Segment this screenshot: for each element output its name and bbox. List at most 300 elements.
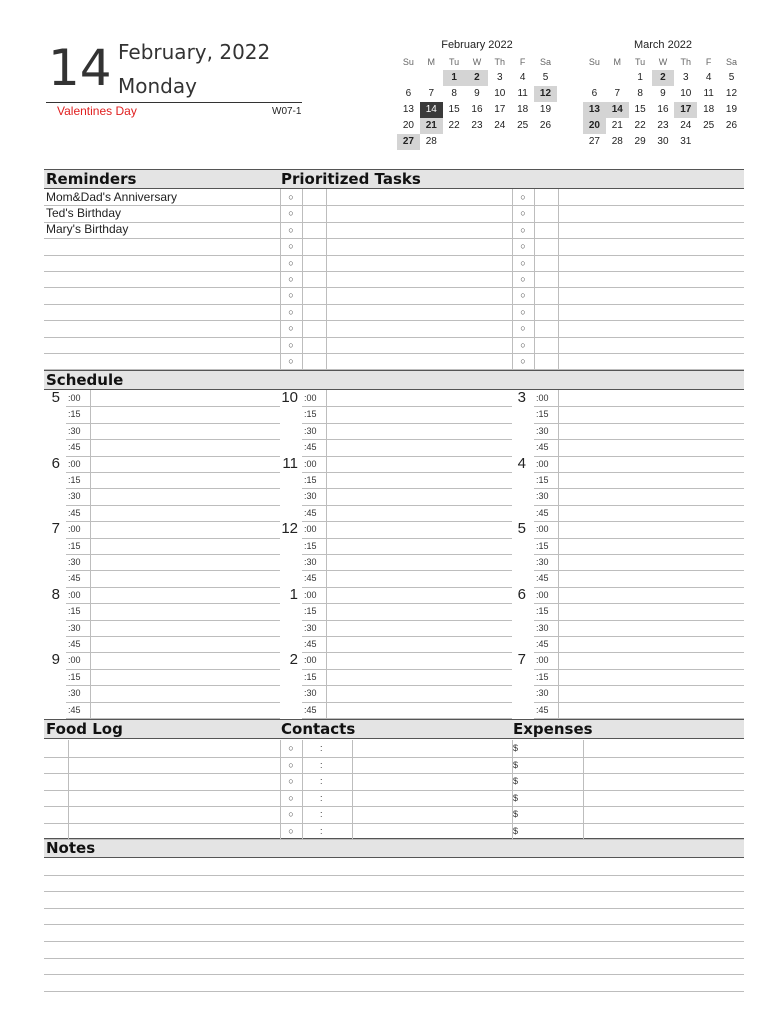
log-column-divider bbox=[68, 740, 69, 839]
logs-header bbox=[44, 719, 744, 739]
expense-line[interactable] bbox=[512, 790, 744, 791]
mini-calendar-march bbox=[583, 38, 743, 150]
schedule-slot[interactable] bbox=[302, 620, 512, 621]
schedule-minute: :00 bbox=[304, 393, 317, 403]
task-checkbox[interactable]: ○ bbox=[288, 356, 294, 366]
calendar-day[interactable]: 11 bbox=[703, 88, 714, 99]
task-checkbox[interactable]: ○ bbox=[288, 274, 294, 284]
calendar-grid bbox=[583, 54, 743, 150]
schedule-hour: 10 bbox=[281, 389, 298, 406]
schedule-slot[interactable] bbox=[66, 521, 280, 522]
schedule-slot[interactable] bbox=[302, 685, 512, 686]
calendar-day[interactable]: 27 bbox=[588, 136, 600, 147]
food-log-line[interactable] bbox=[44, 757, 280, 758]
schedule-hour: 4 bbox=[517, 454, 526, 472]
schedule-minute: :45 bbox=[536, 639, 549, 649]
contact-line[interactable] bbox=[280, 806, 512, 807]
schedule-slot[interactable] bbox=[302, 406, 512, 407]
calendar-blank bbox=[583, 70, 606, 86]
calendar-day[interactable]: 30 bbox=[657, 136, 669, 147]
schedule-slot[interactable] bbox=[66, 652, 280, 653]
contact-line[interactable] bbox=[280, 823, 512, 824]
schedule-minute: :00 bbox=[304, 458, 317, 469]
schedule-slot[interactable] bbox=[66, 423, 280, 424]
header-divider bbox=[46, 102, 302, 103]
contact-separator: : bbox=[320, 809, 323, 819]
schedule-slot[interactable] bbox=[66, 669, 280, 670]
schedule-slot[interactable] bbox=[66, 702, 280, 703]
calendar-day[interactable]: 22 bbox=[448, 120, 460, 131]
schedule-minute: :15 bbox=[304, 475, 317, 485]
task-checkbox[interactable]: ○ bbox=[288, 208, 294, 219]
log-column-divider bbox=[302, 740, 303, 839]
task-column-divider bbox=[558, 189, 559, 369]
calendar-blank bbox=[606, 70, 629, 86]
calendar-blank bbox=[420, 70, 443, 86]
reminder-line[interactable] bbox=[44, 353, 280, 354]
calendar-day[interactable]: 3 bbox=[683, 72, 689, 83]
schedule-slot[interactable] bbox=[534, 636, 744, 637]
schedule-minute: :45 bbox=[68, 704, 81, 715]
schedule-minute: :45 bbox=[536, 442, 549, 453]
calendar-day[interactable]: 2 bbox=[466, 70, 489, 86]
schedule-minute: :30 bbox=[536, 491, 549, 502]
food-log-title: Food Log bbox=[46, 720, 123, 738]
calendar-day[interactable]: 21 bbox=[420, 118, 443, 134]
month-year: February, 2022 bbox=[118, 40, 271, 64]
schedule-minute: :30 bbox=[536, 425, 549, 436]
expense-line[interactable] bbox=[512, 757, 744, 758]
contact-bullet[interactable]: ○ bbox=[288, 792, 294, 803]
calendar-day[interactable]: 20 bbox=[583, 118, 606, 134]
expense-dollar: $ bbox=[513, 776, 519, 786]
contact-line[interactable] bbox=[280, 790, 512, 791]
schedule-minute: :45 bbox=[68, 507, 81, 518]
schedule-slot[interactable] bbox=[534, 505, 744, 506]
calendar-day[interactable]: 18 bbox=[517, 104, 529, 115]
schedule-hour: 12 bbox=[281, 520, 298, 538]
calendar-day[interactable]: 3 bbox=[497, 72, 503, 83]
expense-dollar: $ bbox=[513, 809, 519, 819]
schedule-slot[interactable] bbox=[66, 472, 280, 473]
schedule-hour: 7 bbox=[51, 520, 60, 538]
schedule-slot[interactable] bbox=[534, 538, 744, 539]
expense-dollar: $ bbox=[513, 792, 519, 803]
contact-bullet[interactable]: ○ bbox=[288, 776, 294, 786]
task-checkbox[interactable]: ○ bbox=[520, 192, 526, 202]
reminder-line[interactable] bbox=[44, 222, 280, 223]
calendar-day[interactable]: 15 bbox=[634, 104, 646, 115]
contact-line[interactable] bbox=[280, 839, 512, 840]
calendar-day[interactable]: 26 bbox=[539, 120, 552, 131]
calendar-dow: Su bbox=[588, 57, 600, 67]
reminders-title: Reminders bbox=[46, 170, 137, 188]
task-column-divider bbox=[302, 189, 303, 369]
schedule-slot[interactable] bbox=[534, 669, 744, 670]
calendar-day[interactable]: 19 bbox=[539, 104, 552, 115]
schedule-minute: :30 bbox=[68, 688, 81, 699]
calendar-day[interactable]: 29 bbox=[634, 136, 646, 147]
schedule-minute: :30 bbox=[304, 688, 317, 699]
schedule-minute: :15 bbox=[68, 671, 81, 682]
calendar-day[interactable]: 6 bbox=[405, 88, 412, 99]
schedule-slot[interactable] bbox=[302, 718, 512, 719]
mini-calendar-february bbox=[397, 38, 557, 150]
schedule-minute: :00 bbox=[536, 589, 549, 600]
schedule-minute: :45 bbox=[536, 704, 549, 715]
schedule-minute: :45 bbox=[304, 573, 317, 584]
calendar-day[interactable]: 8 bbox=[451, 88, 457, 99]
schedule-slot[interactable] bbox=[66, 620, 280, 621]
tasks-title: Prioritized Tasks bbox=[281, 170, 421, 188]
schedule-slot[interactable] bbox=[534, 488, 744, 489]
expenses-title: Expenses bbox=[513, 720, 593, 738]
task-checkbox[interactable]: ○ bbox=[288, 257, 294, 268]
expense-line[interactable] bbox=[512, 806, 744, 807]
schedule-slot[interactable] bbox=[66, 439, 280, 440]
contact-bullet[interactable]: ○ bbox=[288, 809, 294, 819]
schedule-hour: 8 bbox=[51, 585, 60, 603]
schedule-slot[interactable] bbox=[66, 505, 280, 506]
schedule-title: Schedule bbox=[46, 371, 124, 389]
schedule-minute: :45 bbox=[536, 507, 549, 518]
calendar-title: March 2022 bbox=[633, 39, 693, 51]
schedule-minute: :30 bbox=[536, 557, 549, 567]
schedule-slot[interactable] bbox=[534, 439, 744, 440]
schedule-slot[interactable] bbox=[302, 456, 512, 457]
calendar-day[interactable]: 18 bbox=[703, 104, 715, 115]
schedule-slot[interactable] bbox=[66, 554, 280, 555]
calendar-day[interactable]: 8 bbox=[637, 88, 643, 99]
reminder-line[interactable] bbox=[44, 304, 280, 305]
task-checkbox[interactable]: ○ bbox=[288, 192, 294, 202]
schedule-slot[interactable] bbox=[302, 636, 512, 637]
schedule-slot[interactable] bbox=[534, 702, 744, 703]
schedule-minute: :15 bbox=[536, 671, 549, 682]
calendar-day[interactable]: 17 bbox=[494, 104, 506, 115]
calendar-day[interactable]: 26 bbox=[725, 120, 738, 131]
task-line[interactable] bbox=[280, 369, 744, 370]
calendar-blank bbox=[397, 70, 420, 86]
schedule-slot[interactable] bbox=[302, 521, 512, 522]
calendar-day[interactable]: 1 bbox=[443, 70, 466, 86]
calendar-day[interactable]: 11 bbox=[517, 88, 528, 99]
calendar-day[interactable]: 5 bbox=[542, 72, 549, 83]
contact-separator: : bbox=[320, 776, 323, 786]
task-checkbox[interactable]: ○ bbox=[288, 241, 294, 252]
schedule-minute: :00 bbox=[68, 393, 81, 403]
reminder-item[interactable]: Mary's Birthday bbox=[46, 222, 129, 236]
schedule-slot[interactable] bbox=[66, 570, 280, 571]
schedule-slot[interactable] bbox=[534, 620, 744, 621]
calendar-dow: Tu bbox=[449, 57, 460, 67]
schedule-hour: 3 bbox=[517, 389, 526, 406]
schedule-minute: :00 bbox=[536, 393, 549, 403]
schedule-minute: :15 bbox=[536, 540, 549, 551]
calendar-day[interactable]: 21 bbox=[611, 120, 623, 131]
calendar-day[interactable]: 4 bbox=[705, 72, 712, 83]
schedule-slot[interactable] bbox=[534, 521, 744, 522]
food-log-line[interactable] bbox=[44, 806, 280, 807]
task-checkbox[interactable]: ○ bbox=[520, 274, 526, 284]
reminder-line[interactable] bbox=[44, 287, 280, 288]
calendar-day[interactable]: 10 bbox=[680, 88, 692, 99]
contact-separator: : bbox=[320, 759, 323, 770]
schedule-slot[interactable] bbox=[534, 652, 744, 653]
calendar-day[interactable]: 24 bbox=[680, 120, 692, 131]
schedule-slot[interactable] bbox=[534, 423, 744, 424]
schedule-minute: :00 bbox=[68, 589, 81, 600]
notes-header bbox=[44, 838, 744, 858]
calendar-dow: Sa bbox=[725, 57, 737, 67]
notes-line[interactable] bbox=[44, 891, 744, 892]
schedule-minute: :30 bbox=[68, 622, 81, 633]
task-checkbox[interactable]: ○ bbox=[288, 290, 294, 301]
schedule-slot[interactable] bbox=[66, 538, 280, 539]
notes-line[interactable] bbox=[44, 941, 744, 942]
schedule-minute: :15 bbox=[304, 409, 317, 420]
food-log-line[interactable] bbox=[44, 773, 280, 774]
task-checkbox[interactable]: ○ bbox=[520, 290, 526, 301]
schedule-slot[interactable] bbox=[302, 488, 512, 489]
calendar-dow: Tu bbox=[635, 57, 646, 67]
schedule-minute: :00 bbox=[68, 458, 81, 469]
calendar-dow: Th bbox=[494, 57, 506, 67]
contact-bullet[interactable]: ○ bbox=[288, 825, 294, 836]
log-column-divider bbox=[352, 740, 353, 839]
schedule-hour: 11 bbox=[282, 454, 298, 472]
task-checkbox[interactable]: ○ bbox=[288, 224, 294, 235]
schedule-slot[interactable] bbox=[534, 603, 744, 604]
food-log-line[interactable] bbox=[44, 823, 280, 824]
schedule-slot[interactable] bbox=[534, 472, 744, 473]
notes-line[interactable] bbox=[44, 974, 744, 975]
reminders-tasks-header bbox=[44, 169, 744, 189]
contact-separator: : bbox=[320, 825, 323, 836]
calendar-dow: Th bbox=[680, 57, 692, 67]
calendar-dow: M bbox=[613, 57, 622, 67]
schedule-slot[interactable] bbox=[66, 587, 280, 588]
schedule-minute: :30 bbox=[536, 688, 549, 699]
calendar-dow: Sa bbox=[539, 57, 551, 67]
log-column-divider bbox=[583, 740, 584, 839]
calendar-day[interactable]: 31 bbox=[680, 136, 692, 147]
notes-line[interactable] bbox=[44, 908, 744, 909]
calendar-day[interactable]: 15 bbox=[448, 104, 460, 115]
reminder-item[interactable]: Mom&Dad's Anniversary bbox=[46, 190, 178, 204]
food-log-line[interactable] bbox=[44, 839, 280, 840]
food-log-line[interactable] bbox=[44, 790, 280, 791]
calendar-day[interactable]: 9 bbox=[660, 88, 666, 99]
schedule-hour: 2 bbox=[289, 651, 298, 669]
schedule-slot[interactable] bbox=[302, 423, 512, 424]
reminder-line[interactable] bbox=[44, 320, 280, 321]
notes-line[interactable] bbox=[44, 924, 744, 925]
schedule-hour: 6 bbox=[517, 585, 526, 603]
calendar-day[interactable]: 19 bbox=[725, 104, 738, 115]
calendar-day[interactable]: 24 bbox=[494, 120, 506, 131]
schedule-slot[interactable] bbox=[66, 603, 280, 604]
reminder-line[interactable] bbox=[44, 337, 280, 338]
calendar-dow: Su bbox=[402, 57, 414, 67]
schedule-slot[interactable] bbox=[302, 702, 512, 703]
expense-line[interactable] bbox=[512, 823, 744, 824]
task-checkbox[interactable]: ○ bbox=[520, 241, 526, 252]
week-code: W07-1 bbox=[272, 106, 302, 117]
calendar-day[interactable]: 25 bbox=[517, 120, 529, 131]
schedule-slot[interactable] bbox=[534, 570, 744, 571]
reminder-line[interactable] bbox=[44, 271, 280, 272]
calendar-day[interactable]: 28 bbox=[611, 136, 623, 147]
calendar-day[interactable]: 23 bbox=[471, 120, 483, 131]
schedule-minute: :00 bbox=[304, 655, 317, 666]
calendar-day[interactable]: 16 bbox=[657, 104, 669, 115]
schedule-slot[interactable] bbox=[534, 587, 744, 588]
schedule-slot[interactable] bbox=[534, 685, 744, 686]
schedule-minute: :15 bbox=[68, 540, 81, 551]
calendar-day[interactable]: 7 bbox=[614, 88, 621, 99]
contact-line[interactable] bbox=[280, 773, 512, 774]
calendar-day[interactable]: 25 bbox=[703, 120, 715, 131]
calendar-day[interactable]: 14 bbox=[420, 102, 443, 118]
notes-line[interactable] bbox=[44, 958, 744, 959]
schedule-slot[interactable] bbox=[534, 718, 744, 719]
expense-dollar: $ bbox=[513, 743, 519, 753]
calendar-day[interactable]: 12 bbox=[534, 86, 557, 102]
schedule-slot[interactable] bbox=[534, 456, 744, 457]
schedule-minute: :45 bbox=[536, 573, 549, 584]
calendar-day[interactable]: 13 bbox=[583, 102, 606, 118]
schedule-minute: :45 bbox=[68, 442, 81, 453]
schedule-slot[interactable] bbox=[302, 505, 512, 506]
calendar-day[interactable]: 10 bbox=[494, 88, 506, 99]
calendar-day[interactable]: 2 bbox=[652, 70, 675, 86]
reminder-line[interactable] bbox=[44, 255, 280, 256]
calendar-day[interactable]: 6 bbox=[591, 88, 598, 99]
notes-line[interactable] bbox=[44, 875, 744, 876]
contact-bullet[interactable]: ○ bbox=[288, 759, 294, 770]
calendar-day[interactable]: 4 bbox=[519, 72, 526, 83]
calendar-day[interactable]: 22 bbox=[634, 120, 646, 131]
calendar-day[interactable]: 13 bbox=[402, 104, 414, 115]
schedule-minute: :30 bbox=[304, 491, 317, 502]
schedule-hour: 5 bbox=[517, 520, 526, 538]
task-checkbox[interactable]: ○ bbox=[520, 323, 526, 334]
schedule-slot[interactable] bbox=[302, 603, 512, 604]
contact-line[interactable] bbox=[280, 757, 512, 758]
expense-dollar: $ bbox=[513, 825, 519, 836]
schedule-slot[interactable] bbox=[66, 488, 280, 489]
schedule-slot[interactable] bbox=[302, 538, 512, 539]
schedule-slot[interactable] bbox=[66, 406, 280, 407]
calendar-day[interactable]: 5 bbox=[728, 72, 735, 83]
task-column-divider bbox=[280, 189, 281, 369]
schedule-slot[interactable] bbox=[302, 570, 512, 571]
calendar-dow: F bbox=[705, 57, 712, 67]
schedule-slot[interactable] bbox=[302, 439, 512, 440]
schedule-slot[interactable] bbox=[534, 554, 744, 555]
schedule-hour: 9 bbox=[51, 651, 60, 669]
calendar-day[interactable]: 7 bbox=[428, 88, 435, 99]
expense-dollar: $ bbox=[513, 759, 519, 770]
task-checkbox[interactable]: ○ bbox=[520, 306, 526, 317]
calendar-dow: F bbox=[519, 57, 526, 67]
schedule-slot[interactable] bbox=[66, 636, 280, 637]
notes-line[interactable] bbox=[44, 991, 744, 992]
schedule-slot[interactable] bbox=[302, 472, 512, 473]
calendar-day[interactable]: 17 bbox=[674, 102, 697, 118]
schedule-minute: :15 bbox=[304, 540, 317, 551]
calendar-day[interactable]: 14 bbox=[606, 102, 629, 118]
calendar-day[interactable]: 9 bbox=[474, 88, 480, 99]
weekday: Monday bbox=[118, 74, 197, 98]
schedule-minute: :30 bbox=[304, 557, 317, 567]
schedule-minute: :30 bbox=[68, 557, 81, 567]
schedule-minute: :45 bbox=[68, 639, 81, 649]
calendar-day[interactable]: 23 bbox=[657, 120, 669, 131]
task-checkbox[interactable]: ○ bbox=[520, 356, 526, 366]
calendar-day[interactable]: 28 bbox=[425, 136, 437, 147]
schedule-slot[interactable] bbox=[302, 669, 512, 670]
task-checkbox[interactable]: ○ bbox=[288, 339, 294, 350]
calendar-dow: M bbox=[427, 57, 436, 67]
expense-line[interactable] bbox=[512, 773, 744, 774]
schedule-header bbox=[44, 370, 744, 390]
task-checkbox[interactable]: ○ bbox=[520, 224, 526, 235]
schedule-minute: :15 bbox=[68, 475, 81, 485]
task-checkbox[interactable]: ○ bbox=[520, 257, 526, 268]
reminder-line[interactable] bbox=[44, 205, 280, 206]
schedule-slot[interactable] bbox=[534, 406, 744, 407]
schedule-slot[interactable] bbox=[66, 456, 280, 457]
schedule-minute: :00 bbox=[536, 458, 549, 469]
schedule-hour: 6 bbox=[51, 454, 60, 472]
calendar-day[interactable]: 20 bbox=[402, 120, 414, 131]
schedule-minute: :15 bbox=[536, 475, 549, 485]
schedule-minute: :15 bbox=[68, 409, 81, 420]
expense-line[interactable] bbox=[512, 839, 744, 840]
task-checkbox[interactable]: ○ bbox=[288, 323, 294, 334]
calendar-dow: W bbox=[472, 57, 482, 67]
calendar-day[interactable]: 16 bbox=[471, 104, 483, 115]
schedule-hour: 5 bbox=[51, 389, 60, 406]
schedule-hour: 7 bbox=[517, 651, 526, 669]
reminder-line[interactable] bbox=[44, 369, 280, 370]
calendar-day[interactable]: 1 bbox=[637, 72, 643, 83]
calendar-dow: W bbox=[658, 57, 668, 67]
task-column-divider bbox=[534, 189, 535, 369]
task-checkbox[interactable]: ○ bbox=[520, 208, 526, 219]
task-checkbox[interactable]: ○ bbox=[520, 339, 526, 350]
schedule-slot[interactable] bbox=[302, 652, 512, 653]
task-column-divider bbox=[512, 189, 513, 369]
contact-separator: : bbox=[320, 792, 323, 803]
calendar-title: February 2022 bbox=[441, 39, 513, 51]
day-number: 14 bbox=[48, 39, 112, 97]
calendar-day[interactable]: 27 bbox=[397, 134, 420, 150]
schedule-slot[interactable] bbox=[66, 718, 280, 719]
schedule-slot[interactable] bbox=[302, 554, 512, 555]
reminder-line[interactable] bbox=[44, 238, 280, 239]
reminder-item[interactable]: Ted's Birthday bbox=[46, 206, 121, 220]
calendar-day[interactable]: 12 bbox=[725, 88, 738, 99]
task-column-divider bbox=[326, 189, 327, 369]
schedule-minute: :45 bbox=[304, 442, 317, 453]
schedule-slot[interactable] bbox=[302, 587, 512, 588]
schedule-slot[interactable] bbox=[66, 685, 280, 686]
task-checkbox[interactable]: ○ bbox=[288, 306, 294, 317]
contact-bullet[interactable]: ○ bbox=[288, 743, 294, 753]
